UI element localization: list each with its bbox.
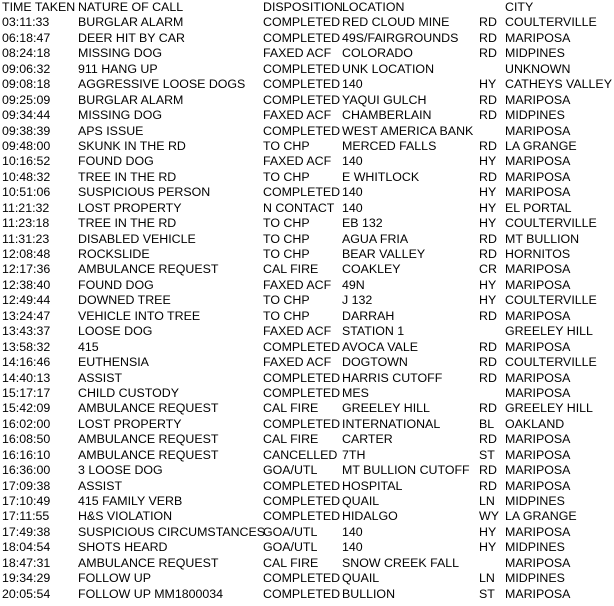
- cell-time-taken: 09:06:32: [2, 61, 51, 76]
- cell-disposition: COMPLETED: [263, 15, 341, 30]
- cell-nature-of-call: SKUNK IN THE RD: [78, 138, 186, 153]
- table-row: [0, 540, 614, 555]
- table-row: [0, 309, 614, 324]
- cell-disposition: TO CHP: [263, 231, 310, 246]
- cell-nature-of-call: 3 LOOSE DOG: [78, 463, 163, 478]
- table-row: [0, 31, 614, 46]
- cell-time-taken: 10:51:06: [2, 185, 51, 200]
- table-row: [0, 571, 614, 586]
- cell-nature-of-call: SUSPICIOUS PERSON: [78, 185, 211, 200]
- cell-city: COULTERVILLE: [505, 355, 597, 370]
- cell-nature-of-call: AMBULANCE REQUEST: [78, 432, 219, 447]
- cell-city: COULTERVILLE: [505, 216, 597, 231]
- cell-time-taken: 17:49:38: [2, 524, 51, 539]
- table-row: [0, 62, 614, 77]
- cell-nature-of-call: H&S VIOLATION: [78, 509, 173, 524]
- table-row: [0, 494, 614, 509]
- cell-road-suffix: RD: [479, 92, 497, 107]
- cell-location: QUAIL: [342, 571, 380, 586]
- cell-road-suffix: RD: [479, 231, 497, 246]
- cell-road-suffix: HY: [479, 216, 497, 231]
- cell-location: 140: [342, 540, 363, 555]
- cell-nature-of-call: 911 HANG UP: [78, 61, 158, 76]
- cell-road-suffix: CR: [479, 262, 497, 277]
- cell-location: 140: [342, 77, 363, 92]
- cell-time-taken: 18:04:54: [2, 540, 51, 555]
- header-nature-of-call: NATURE OF CALL: [78, 0, 184, 14]
- table-row: [0, 108, 614, 123]
- cell-city: MIDPINES: [505, 108, 565, 123]
- cell-time-taken: 20:05:54: [2, 586, 51, 601]
- cell-road-suffix: RD: [479, 401, 497, 416]
- cell-city: MARIPOSA: [505, 339, 571, 354]
- cell-nature-of-call: MISSING DOG: [78, 46, 162, 61]
- cell-time-taken: 13:58:32: [2, 339, 51, 354]
- cell-disposition: COMPLETED: [263, 339, 341, 354]
- table-row: [0, 232, 614, 247]
- cell-time-taken: 13:43:37: [2, 324, 51, 339]
- cell-time-taken: 12:49:44: [2, 293, 51, 308]
- cell-city: MIDPINES: [505, 494, 565, 508]
- cell-time-taken: 15:42:09: [2, 401, 51, 416]
- cell-disposition: TO CHP: [263, 308, 310, 323]
- cell-location: YAQUI GULCH: [342, 92, 427, 107]
- cell-road-suffix: HY: [479, 524, 497, 539]
- cell-city: OAKLAND: [505, 416, 565, 431]
- cell-road-suffix: HY: [479, 154, 497, 169]
- table-row: [0, 278, 614, 293]
- cell-location: HIDALGO: [342, 509, 398, 524]
- cell-disposition: COMPLETED: [263, 478, 341, 493]
- table-row: [0, 340, 614, 355]
- table-body: [0, 15, 614, 602]
- cell-city: LA GRANGE: [505, 138, 577, 153]
- cell-city: MARIPOSA: [505, 432, 571, 447]
- cell-disposition: FAXED ACF: [263, 46, 332, 61]
- table-row: [0, 525, 614, 540]
- cell-location: INTERNATIONAL: [342, 416, 441, 431]
- cell-time-taken: 14:40:13: [2, 370, 51, 385]
- cell-time-taken: 10:16:52: [2, 154, 51, 169]
- table-row: [0, 46, 614, 61]
- table-row: [0, 355, 614, 370]
- cell-city: MARIPOSA: [505, 30, 571, 45]
- cell-nature-of-call: LOST PROPERTY: [78, 200, 182, 215]
- cell-city: MARIPOSA: [505, 478, 571, 493]
- cell-road-suffix: HY: [479, 277, 497, 292]
- table-row: [0, 185, 614, 200]
- cell-road-suffix: RD: [479, 247, 497, 261]
- cell-city: MARIPOSA: [505, 524, 571, 539]
- table-row: [0, 417, 614, 432]
- cell-disposition: COMPLETED: [263, 494, 341, 508]
- cell-disposition: CAL FIRE: [263, 401, 319, 416]
- cell-road-suffix: RD: [479, 46, 497, 61]
- cell-disposition: TO CHP: [263, 138, 310, 153]
- cell-location: RED CLOUD MINE: [342, 15, 450, 30]
- cell-time-taken: 17:11:55: [2, 509, 50, 524]
- cell-time-taken: 11:31:23: [2, 231, 50, 246]
- cell-location: MERCED FALLS: [342, 138, 437, 153]
- cell-time-taken: 03:11:33: [2, 15, 50, 30]
- cell-disposition: GOA/UTL: [263, 540, 318, 555]
- cell-disposition: COMPLETED: [263, 30, 341, 45]
- cell-location: EB 132: [342, 216, 383, 231]
- cell-nature-of-call: ROCKSLIDE: [78, 247, 150, 261]
- cell-location: MES: [342, 385, 369, 400]
- cell-disposition: TO CHP: [263, 216, 310, 231]
- cell-road-suffix: HY: [479, 540, 497, 555]
- cell-road-suffix: RD: [479, 339, 497, 354]
- header-location: LOCATION: [342, 0, 405, 14]
- table-row: [0, 170, 614, 185]
- cell-location: DOGTOWN: [342, 355, 408, 370]
- cell-nature-of-call: AMBULANCE REQUEST: [78, 401, 219, 416]
- table-row: [0, 386, 614, 401]
- cell-disposition: FAXED ACF: [263, 277, 332, 292]
- table-row: [0, 324, 614, 339]
- cell-road-suffix: ST: [479, 586, 495, 601]
- cell-location: 140: [342, 185, 363, 200]
- cell-city: MARIPOSA: [505, 92, 571, 107]
- cell-disposition: CAL FIRE: [263, 432, 319, 447]
- table-row: [0, 587, 614, 602]
- cell-nature-of-call: TREE IN THE RD: [78, 216, 177, 231]
- table-row: [0, 77, 614, 92]
- cell-road-suffix: RD: [479, 370, 497, 385]
- cell-disposition: TO CHP: [263, 169, 310, 184]
- cell-nature-of-call: 415 FAMILY VERB: [78, 494, 183, 508]
- cell-location: BEAR VALLEY: [342, 247, 426, 261]
- cell-disposition: COMPLETED: [263, 509, 341, 524]
- cell-location: UNK LOCATION: [342, 61, 435, 76]
- cell-disposition: COMPLETED: [263, 92, 341, 107]
- table-row: [0, 432, 614, 447]
- cell-time-taken: 17:09:38: [2, 478, 51, 493]
- cell-city: MARIPOSA: [505, 586, 571, 601]
- cell-time-taken: 12:17:36: [2, 262, 51, 277]
- table-row: [0, 262, 614, 277]
- cell-time-taken: 12:38:40: [2, 277, 51, 292]
- table-header-row: [0, 0, 614, 15]
- cell-road-suffix: RD: [479, 355, 497, 370]
- cell-nature-of-call: DISABLED VEHICLE: [78, 231, 196, 246]
- cell-nature-of-call: EUTHENSIA: [78, 355, 149, 370]
- cell-disposition: COMPLETED: [263, 370, 341, 385]
- cell-disposition: COMPLETED: [263, 123, 341, 138]
- cell-location: HOSPITAL: [342, 478, 403, 493]
- cell-disposition: GOA/UTL: [263, 524, 318, 539]
- cell-nature-of-call: FOLLOW UP: [78, 571, 151, 586]
- table-row: [0, 216, 614, 231]
- table-row: [0, 448, 614, 463]
- cell-city: MARIPOSA: [505, 123, 571, 138]
- cell-location: MT BULLION CUTOFF: [342, 463, 470, 478]
- table-row: [0, 139, 614, 154]
- cell-nature-of-call: APS ISSUE: [78, 123, 144, 138]
- cell-road-suffix: RD: [479, 478, 497, 493]
- cell-time-taken: 16:36:00: [2, 463, 51, 478]
- cell-disposition: COMPLETED: [263, 571, 341, 586]
- cell-road-suffix: ST: [479, 447, 495, 462]
- cell-disposition: CAL FIRE: [263, 262, 319, 277]
- cell-city: MARIPOSA: [505, 169, 571, 184]
- cell-nature-of-call: LOST PROPERTY: [78, 416, 182, 431]
- cell-location: COLORADO: [342, 46, 413, 61]
- table-row: [0, 247, 614, 262]
- header-city: CITY: [505, 0, 534, 14]
- cell-disposition: COMPLETED: [263, 185, 341, 200]
- table-row: [0, 93, 614, 108]
- cell-location: E WHITLOCK: [342, 169, 420, 184]
- cell-city: MARIPOSA: [505, 463, 571, 478]
- cell-disposition: FAXED ACF: [263, 154, 332, 169]
- cell-location: 49S/FAIRGROUNDS: [342, 30, 459, 45]
- cell-time-taken: 12:08:48: [2, 247, 51, 261]
- cell-city: MIDPINES: [505, 540, 565, 555]
- cell-road-suffix: WY: [479, 509, 499, 524]
- cell-road-suffix: RD: [479, 108, 497, 123]
- cell-city: MIDPINES: [505, 46, 565, 61]
- cell-nature-of-call: TREE IN THE RD: [78, 169, 177, 184]
- table-row: [0, 154, 614, 169]
- cell-nature-of-call: SHOTS HEARD: [78, 540, 168, 555]
- cell-nature-of-call: ASSIST: [78, 478, 123, 493]
- cell-disposition: CAL FIRE: [263, 555, 319, 570]
- header-disposition: DISPOSITION: [263, 0, 343, 14]
- cell-nature-of-call: MISSING DOG: [78, 108, 162, 123]
- cell-disposition: COMPLETED: [263, 416, 341, 431]
- cell-nature-of-call: 415: [78, 339, 99, 354]
- cell-nature-of-call: AMBULANCE REQUEST: [78, 555, 219, 570]
- cell-city: COULTERVILLE: [505, 15, 597, 30]
- header-time-taken: TIME TAKEN: [2, 0, 76, 14]
- table-row: [0, 15, 614, 30]
- cell-location: 140: [342, 154, 363, 169]
- cell-nature-of-call: AMBULANCE REQUEST: [78, 447, 219, 462]
- cell-road-suffix: LN: [479, 571, 495, 586]
- table-row: [0, 463, 614, 478]
- cell-location: QUAIL: [342, 494, 380, 508]
- cell-nature-of-call: FOUND DOG: [78, 277, 154, 292]
- table-row: [0, 124, 614, 139]
- cell-location: CHAMBERLAIN: [342, 108, 432, 123]
- cell-city: MARIPOSA: [505, 308, 571, 323]
- cell-city: EL PORTAL: [505, 200, 572, 215]
- cell-time-taken: 19:34:29: [2, 571, 51, 586]
- cell-location: HARRIS CUTOFF: [342, 370, 443, 385]
- cell-location: BULLION: [342, 586, 396, 601]
- cell-disposition: N CONTACT: [263, 200, 335, 215]
- cell-nature-of-call: LOOSE DOG: [78, 324, 153, 339]
- table-row: [0, 401, 614, 416]
- cell-nature-of-call: ASSIST: [78, 370, 123, 385]
- cell-time-taken: 11:21:32: [2, 200, 50, 215]
- cell-location: AVOCA VALE: [342, 339, 418, 354]
- cell-road-suffix: BL: [479, 416, 495, 431]
- cell-nature-of-call: BURGLAR ALARM: [78, 92, 184, 107]
- cell-time-taken: 15:17:17: [2, 385, 51, 400]
- cell-disposition: COMPLETED: [263, 77, 341, 92]
- cell-city: COULTERVILLE: [505, 293, 597, 308]
- cell-city: MT BULLION: [505, 231, 580, 246]
- cell-time-taken: 18:47:31: [2, 555, 51, 570]
- cell-city: MARIPOSA: [505, 185, 571, 200]
- cell-time-taken: 09:34:44: [2, 108, 51, 123]
- cell-nature-of-call: AGGRESSIVE LOOSE DOGS: [78, 77, 246, 92]
- cell-location: SNOW CREEK FALL: [342, 555, 460, 570]
- cell-disposition: FAXED ACF: [263, 324, 332, 339]
- cell-time-taken: 17:10:49: [2, 494, 51, 508]
- cell-time-taken: 10:48:32: [2, 169, 51, 184]
- cell-road-suffix: RD: [479, 308, 497, 323]
- cell-nature-of-call: AMBULANCE REQUEST: [78, 262, 219, 277]
- cell-time-taken: 11:23:18: [2, 216, 50, 231]
- cell-nature-of-call: SUSPICIOUS CIRCUMSTANCES: [78, 524, 266, 539]
- cell-time-taken: 09:08:18: [2, 77, 51, 92]
- table-row: [0, 371, 614, 386]
- cell-time-taken: 14:16:46: [2, 355, 51, 370]
- cell-city: HORNITOS: [505, 247, 571, 261]
- cell-city: MARIPOSA: [505, 555, 571, 570]
- cell-disposition: TO CHP: [263, 247, 310, 261]
- cell-city: GREELEY HILL: [505, 401, 593, 416]
- cell-road-suffix: RD: [479, 463, 497, 478]
- cell-disposition: COMPLETED: [263, 61, 341, 76]
- cell-location: 7TH: [342, 447, 366, 462]
- cell-disposition: TO CHP: [263, 293, 310, 308]
- cell-time-taken: 16:16:10: [2, 447, 51, 462]
- cell-road-suffix: RD: [479, 138, 497, 153]
- cell-location: GREELEY HILL: [342, 401, 430, 416]
- cell-city: MARIPOSA: [505, 262, 571, 277]
- cell-road-suffix: HY: [479, 200, 497, 215]
- cell-disposition: GOA/UTL: [263, 463, 318, 478]
- cell-location: 140: [342, 524, 363, 539]
- cell-road-suffix: RD: [479, 15, 497, 30]
- cell-time-taken: 09:25:09: [2, 92, 51, 107]
- cell-nature-of-call: FOLLOW UP MM1800034: [78, 586, 224, 601]
- cell-location: J 132: [342, 293, 373, 308]
- cell-disposition: FAXED ACF: [263, 108, 332, 123]
- cell-city: MARIPOSA: [505, 370, 571, 385]
- cell-city: UNKNOWN: [505, 61, 571, 76]
- cell-road-suffix: RD: [479, 30, 497, 45]
- cell-nature-of-call: DEER HIT BY CAR: [78, 30, 185, 45]
- table-row: [0, 479, 614, 494]
- cell-time-taken: 13:24:47: [2, 308, 51, 323]
- cell-location: AGUA FRIA: [342, 231, 409, 246]
- cell-disposition: CANCELLED: [263, 447, 338, 462]
- cell-road-suffix: RD: [479, 169, 497, 184]
- cell-location: COAKLEY: [342, 262, 401, 277]
- cell-city: MARIPOSA: [505, 154, 571, 169]
- cell-time-taken: 16:08:50: [2, 432, 51, 447]
- cell-road-suffix: LN: [479, 494, 495, 508]
- cell-city: MIDPINES: [505, 571, 565, 586]
- cell-nature-of-call: DOWNED TREE: [78, 293, 171, 308]
- cell-city: GREELEY HILL: [505, 324, 593, 339]
- cell-time-taken: 06:18:47: [2, 30, 51, 45]
- cell-nature-of-call: VEHICLE INTO TREE: [78, 308, 201, 323]
- cell-location: CARTER: [342, 432, 393, 447]
- cell-road-suffix: HY: [479, 293, 497, 308]
- cell-disposition: COMPLETED: [263, 385, 341, 400]
- table-row: [0, 556, 614, 571]
- cell-city: CATHEYS VALLEY: [505, 77, 612, 92]
- table-row: [0, 509, 614, 524]
- cell-city: MARIPOSA: [505, 447, 571, 462]
- cell-time-taken: 09:48:00: [2, 138, 51, 153]
- cell-city: MARIPOSA: [505, 277, 571, 292]
- table-row: [0, 201, 614, 216]
- cell-time-taken: 16:02:00: [2, 416, 51, 431]
- cell-location: STATION 1: [342, 324, 405, 339]
- cell-road-suffix: HY: [479, 185, 497, 200]
- cell-time-taken: 09:38:39: [2, 123, 51, 138]
- cell-disposition: COMPLETED: [263, 586, 341, 601]
- cell-location: DARRAH: [342, 308, 395, 323]
- cell-location: WEST AMERICA BANK: [342, 123, 474, 138]
- cell-disposition: FAXED ACF: [263, 355, 332, 370]
- cell-road-suffix: RD: [479, 432, 497, 447]
- cell-nature-of-call: BURGLAR ALARM: [78, 15, 184, 30]
- cell-nature-of-call: CHILD CUSTODY: [78, 385, 179, 400]
- cell-location: 140: [342, 200, 363, 215]
- cell-city: MARIPOSA: [505, 385, 571, 400]
- cell-nature-of-call: FOUND DOG: [78, 154, 154, 169]
- cell-road-suffix: HY: [479, 77, 497, 92]
- cell-city: LA GRANGE: [505, 509, 577, 524]
- table-row: [0, 293, 614, 308]
- cell-time-taken: 08:24:18: [2, 46, 51, 61]
- cell-location: 49N: [342, 277, 365, 292]
